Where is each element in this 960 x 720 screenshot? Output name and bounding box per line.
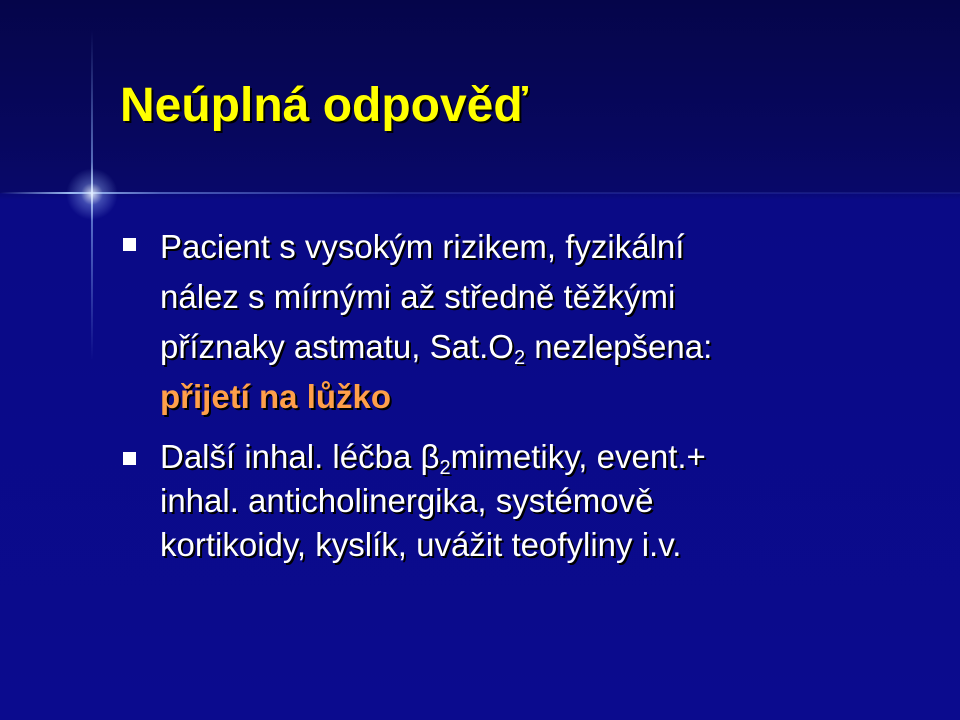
subscript-2: 2 (439, 457, 451, 479)
bullet-2-text (160, 435, 706, 567)
bullet-1-line-3-text: příznaky astmatu, Sat.O (160, 328, 514, 365)
bullet-square-icon (123, 238, 136, 251)
bullet-square-icon (123, 452, 136, 465)
bullet-1-highlight: přijetí na lůžko (160, 378, 392, 415)
bullet-2-line-1-text: Další inhal. léčba β (160, 438, 440, 475)
bullet-2-line-1-rest: mimetiky, event.+ (450, 438, 706, 475)
light-flare (66, 168, 118, 220)
bullet-1-line-3 (160, 322, 712, 372)
bullet-2-line-3: kortikoidy, kyslík, uvážit teofyliny i.v. (160, 526, 682, 563)
horizontal-rule (0, 192, 960, 194)
bullet-1-text (160, 222, 712, 422)
bullet-2-line-2: inhal. anticholinergika, systémově (160, 482, 654, 519)
slide-title: Neúplná odpověď (120, 79, 528, 132)
bullet-1-line-2: nález s mírnými až středně těžkými (160, 278, 676, 315)
bullet-1-line-3-rest: nezlepšena: (525, 328, 713, 365)
bullet-2-line-1 (160, 435, 706, 479)
subscript-2: 2 (513, 347, 526, 369)
bullet-1-line-1: Pacient s vysokým rizikem, fyzikální (160, 228, 685, 265)
